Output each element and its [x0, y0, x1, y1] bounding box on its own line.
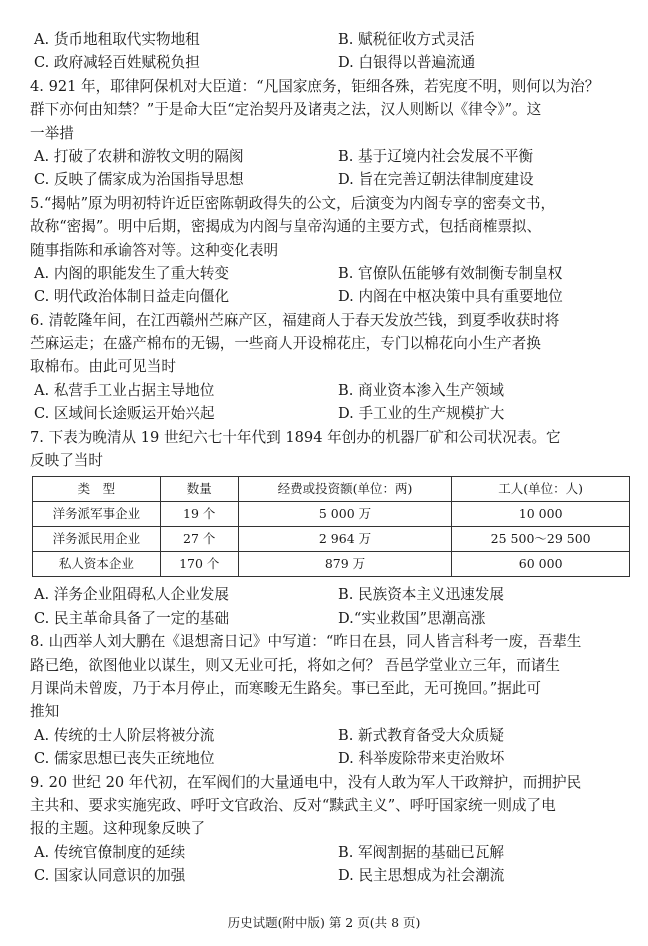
q5-option-b[interactable]: B. 官僚队伍能够有效制衡专制皇权 [338, 264, 563, 282]
q3-options-row-1 [30, 28, 630, 51]
table-header-cell: 经费或投资额(单位：两) [238, 477, 452, 502]
question-stem-line: 8. 山西举人刘大鹏在《退想斋日记》中写道：“昨日在县，同人皆言科考一废，吾辈生 [30, 633, 582, 651]
question-7 [30, 426, 630, 631]
q7-option-a[interactable]: A. 洋务企业阻碍私人企业发展 [34, 586, 229, 604]
table-row [33, 527, 630, 552]
q4-options-row-2 [30, 168, 630, 191]
q7-option-c[interactable]: C. 民主革命具备了一定的基础 [34, 609, 230, 627]
question-stem-line: 群下亦何由知禁？”于是命大臣“定治契丹及诸夷之法，汉人则断以《律令》”。这 [30, 101, 542, 119]
q6-option-c[interactable]: C. 区域间长途贩运开始兴起 [34, 405, 215, 423]
q5-option-c[interactable]: C. 明代政治体制日益走向僵化 [34, 288, 230, 306]
q6-option-b[interactable]: B. 商业资本渗入生产领域 [338, 381, 504, 399]
table-header-row [33, 477, 630, 502]
q7-option-b[interactable]: B. 民族资本主义迅速发展 [338, 586, 504, 604]
q9-option-d[interactable]: D. 民主思想成为社会潮流 [338, 867, 505, 885]
table-cell: 25 500～29 500 [452, 527, 630, 552]
table-cell: 27 个 [160, 527, 238, 552]
q6-options-row-1 [30, 379, 630, 402]
table-cell: 2 964 万 [238, 527, 452, 552]
table-header-cell: 类 型 [33, 477, 161, 502]
question-stem-line: 4. 921 年，耶律阿保机对大臣道：“凡国家庶务，钜细各殊，若宪度不明，则何以为治？ [30, 77, 600, 95]
table-cell: 洋务派军事企业 [33, 502, 161, 527]
question-stem-line: 6. 清乾隆年间，在江西赣州苎麻产区，福建商人于春天发放苎钱，到夏季收获时将 [30, 311, 560, 329]
q3-option-d[interactable]: D. 白银得以普遍流通 [338, 54, 476, 72]
q5-option-d[interactable]: D. 内阁在中枢决策中具有重要地位 [338, 288, 563, 306]
table-cell: 5 000 万 [238, 502, 452, 527]
table-cell: 私人资本企业 [33, 552, 161, 577]
q9-options-row-2 [30, 864, 630, 887]
question-6 [30, 309, 630, 426]
q4-options-row-1 [30, 145, 630, 168]
q6-options-row-2 [30, 402, 630, 425]
table-row [33, 552, 630, 577]
question-stem-line: 主共和、要求实施宪政、呼吁文官政治、反对“黩武主义”、呼吁国家统一则成了电 [30, 796, 556, 814]
table-cell: 879 万 [238, 552, 452, 577]
enterprise-table [32, 476, 630, 577]
page-footer: 历史试题(附中版) 第 2 页(共 8 页) [227, 915, 421, 930]
question-4 [30, 75, 630, 192]
question-8 [30, 630, 630, 770]
question-stem-line: 反映了当时 [30, 452, 103, 470]
exam-page [30, 28, 630, 888]
q9-options-row-1 [30, 841, 630, 864]
q4-option-d[interactable]: D. 旨在完善辽朝法律制度建设 [338, 171, 534, 189]
q3-option-a[interactable]: A. 货币地租取代实物地租 [34, 31, 200, 48]
q8-options-row-2 [30, 747, 630, 770]
question-stem-line: 故称“密揭”。明中后期，密揭成为内阁与皇帝沟通的主要方式，包括商榷票拟、 [30, 218, 542, 236]
q4-option-a[interactable]: A. 打破了农耕和游牧文明的隔阂 [34, 147, 244, 165]
q8-option-c[interactable]: C. 儒家思想已丧失正统地位 [34, 750, 215, 768]
question-stem-line: 苎麻运走；在盛产棉布的无锡，一些商人开设棉花庄，专门以棉花向小生产者换 [30, 335, 541, 353]
question-stem-line: 推知 [30, 703, 60, 721]
question-stem-line: 取棉布。由此可见当时 [30, 358, 176, 376]
q6-option-d[interactable]: D. 手工业的生产规模扩大 [338, 405, 505, 423]
q7-option-d[interactable]: D.“实业救国”思潮高涨 [338, 609, 486, 627]
q9-option-b[interactable]: B. 军阀割据的基础已瓦解 [338, 843, 504, 861]
table-cell: 19 个 [160, 502, 238, 527]
q3-options-row-2 [30, 51, 630, 74]
question-stem-line: 5.“揭帖”原为明初特许近臣密陈朝政得失的公文，后演变为内阁专享的密奏文书， [30, 194, 556, 212]
q9-option-c[interactable]: C. 国家认同意识的加强 [34, 867, 186, 885]
q8-option-d[interactable]: D. 科举废除带来吏治败坏 [338, 750, 505, 768]
q8-options-row-1 [30, 724, 630, 747]
table-header-cell: 数量 [160, 477, 238, 502]
q3-option-c[interactable]: C. 政府减轻百姓赋税负担 [34, 54, 200, 72]
question-stem-line: 7. 下表为晚清从 19 世纪六七十年代到 1894 年创办的机器厂矿和公司状况表。它 [30, 428, 561, 446]
q9-option-a[interactable]: A. 传统官僚制度的延续 [34, 843, 186, 861]
q8-option-a[interactable]: A. 传统的士人阶层将被分流 [34, 726, 215, 744]
q3-option-b[interactable]: B. 赋税征收方式灵活 [338, 31, 475, 48]
q6-option-a[interactable]: A. 私营手工业占据主导地位 [34, 381, 215, 399]
question-stem-line: 随事指陈和承谕答对等。这种变化表明 [30, 241, 279, 259]
q4-option-c[interactable]: C. 反映了儒家成为治国指导思想 [34, 171, 244, 189]
table-header-cell: 工人(单位：人) [452, 477, 630, 502]
q4-option-b[interactable]: B. 基于辽境内社会发展不平衡 [338, 147, 534, 165]
question-stem-line: 报的主题。这种现象反映了 [30, 820, 206, 838]
table-cell: 洋务派民用企业 [33, 527, 161, 552]
question-stem-line: 月课尚未曾废，乃于本月停止，而寒畯无生路矣。事已至此，无可挽回。”据此可 [30, 679, 541, 697]
q8-option-b[interactable]: B. 新式教育备受大众质疑 [338, 726, 504, 744]
table-cell: 60 000 [452, 552, 630, 577]
q5-option-a[interactable]: A. 内阁的职能发生了重大转变 [34, 264, 229, 282]
q5-options-row-2 [30, 285, 630, 308]
question-5 [30, 192, 630, 309]
table-row [33, 502, 630, 527]
table-cell: 170 个 [160, 552, 238, 577]
question-stem-line: 9. 20 世纪 20 年代初，在军阀们的大量通电中，没有人敢为军人干政辩护，而拥护民 [30, 773, 582, 791]
q5-options-row-1 [30, 262, 630, 285]
table-cell: 10 000 [452, 502, 630, 527]
question-stem-line: 一举措 [30, 124, 74, 142]
question-stem-line: 路已绝，欲图他业以谋生，则又无业可托，将如之何？ 吾邑学堂业立三年，而诸生 [30, 656, 561, 674]
question-9 [30, 771, 630, 888]
q7-options-row-1 [30, 583, 630, 606]
q7-options-row-2 [30, 607, 630, 630]
